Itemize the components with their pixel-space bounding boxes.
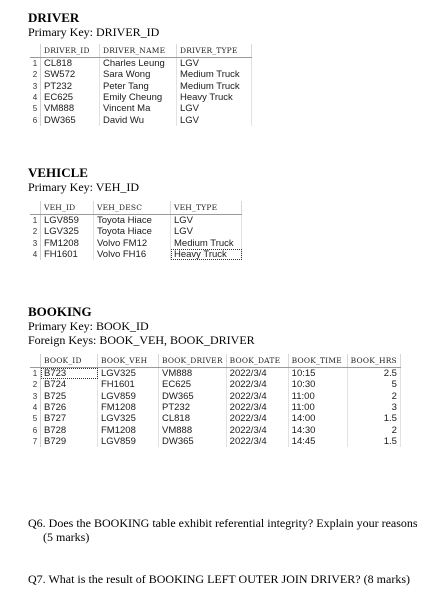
cell-veh-type[interactable]: LGV: [171, 226, 242, 237]
cell-book-date[interactable]: 2022/3/4: [226, 424, 288, 435]
cell-book-date[interactable]: 2022/3/4: [226, 368, 288, 380]
question-7-text: Q7. What is the result of BOOKING LEFT OUTER JOIN DRIVER?: [28, 572, 361, 586]
driver-primary-key: Primary Key: DRIVER_ID: [28, 25, 160, 39]
cell-book-veh[interactable]: LGV325: [98, 368, 159, 380]
table-row[interactable]: [30, 215, 242, 227]
row-number: 1: [30, 368, 41, 380]
row-index-header: [30, 201, 41, 215]
cell-driver-name[interactable]: Emily Cheung: [100, 92, 177, 103]
vehicle-primary-key: Primary Key: VEH_ID: [28, 180, 140, 194]
row-number: 2: [30, 69, 41, 80]
table-row[interactable]: [30, 379, 400, 390]
cell-book-hrs[interactable]: 3: [347, 402, 400, 413]
vehicle-section: [28, 166, 139, 194]
cell-veh-desc[interactable]: Toyota Hiace: [94, 215, 171, 227]
cell-driver-name[interactable]: Charles Leung: [100, 58, 177, 70]
cell-book-hrs[interactable]: 1.5: [347, 413, 400, 424]
column-header[interactable]: BOOK_DATE: [226, 354, 288, 368]
cell-driver-type[interactable]: LGV: [177, 58, 252, 70]
cell-book-driver[interactable]: VM888: [159, 424, 227, 435]
cell-book-veh[interactable]: FH1601: [98, 379, 159, 390]
cell-book-time[interactable]: 11:00: [288, 391, 347, 402]
table-row[interactable]: [30, 69, 252, 80]
cell-book-id[interactable]: B729: [41, 436, 98, 447]
cell-book-veh[interactable]: LGV325: [98, 413, 159, 424]
cell-book-veh[interactable]: FM1208: [98, 402, 159, 413]
booking-section: [28, 305, 255, 347]
row-number: 4: [30, 402, 41, 413]
cell-driver-id[interactable]: PT232: [41, 81, 100, 92]
cell-veh-id[interactable]: FH1601: [41, 249, 94, 260]
cell-book-hrs[interactable]: 5: [347, 379, 400, 390]
question-7: [28, 572, 418, 586]
column-header[interactable]: BOOK_TIME: [288, 354, 347, 368]
row-number: 4: [30, 92, 41, 103]
cell-veh-id[interactable]: LGV325: [41, 226, 94, 237]
row-number: 2: [30, 226, 41, 237]
cell-veh-desc[interactable]: Toyota Hiace: [94, 226, 171, 237]
cell-driver-name[interactable]: Sara Wong: [100, 69, 177, 80]
cell-book-id[interactable]: B727: [41, 413, 98, 424]
column-header[interactable]: VEH_ID: [41, 201, 94, 215]
table-row[interactable]: [30, 58, 252, 70]
row-number: 3: [30, 81, 41, 92]
table-header-row: [30, 201, 242, 215]
cell-book-driver[interactable]: VM888: [159, 368, 227, 380]
cell-driver-id[interactable]: SW572: [41, 69, 100, 80]
cell-book-driver[interactable]: EC625: [159, 379, 227, 390]
row-number: 1: [30, 215, 41, 227]
row-number: 3: [30, 391, 41, 402]
table-row[interactable]: [30, 368, 400, 380]
cell-driver-type[interactable]: Heavy Truck: [177, 92, 252, 103]
cell-driver-type[interactable]: Medium Truck: [177, 69, 252, 80]
column-header[interactable]: DRIVER_ID: [41, 44, 100, 58]
question-6-marks: (5 marks): [43, 530, 90, 544]
cell-book-hrs[interactable]: 2: [347, 391, 400, 402]
cell-driver-id[interactable]: EC625: [41, 92, 100, 103]
cell-veh-type[interactable]: Medium Truck: [171, 238, 242, 249]
cell-driver-name[interactable]: David Wu: [100, 114, 177, 125]
row-number: 5: [30, 103, 41, 114]
table-row[interactable]: [30, 436, 400, 447]
driver-table: [30, 44, 252, 126]
cell-book-driver[interactable]: PT232: [159, 402, 227, 413]
cell-book-id[interactable]: B726: [41, 402, 98, 413]
row-index-header: [30, 44, 41, 58]
row-number: 7: [30, 436, 41, 447]
vehicle-title: VEHICLE: [28, 165, 88, 180]
table-row[interactable]: [30, 226, 242, 237]
row-index-header: [30, 354, 41, 368]
driver-title: DRIVER: [28, 10, 80, 25]
cell-book-date[interactable]: 2022/3/4: [226, 379, 288, 390]
column-header[interactable]: DRIVER_TYPE: [177, 44, 252, 58]
row-number: 4: [30, 249, 41, 260]
cell-veh-desc[interactable]: Volvo FH16: [94, 249, 171, 260]
cell-book-id[interactable]: B725: [41, 391, 98, 402]
cell-driver-name[interactable]: Peter Tang: [100, 81, 177, 92]
cell-book-driver[interactable]: DW365: [159, 391, 227, 402]
question-6: [28, 516, 418, 544]
row-number: 1: [30, 58, 41, 70]
cell-book-time[interactable]: 14:45: [288, 436, 347, 447]
table-row[interactable]: [30, 81, 252, 92]
cell-book-id[interactable]: B723: [41, 368, 98, 380]
table-row[interactable]: [30, 402, 400, 413]
row-number: 3: [30, 238, 41, 249]
table-row[interactable]: [30, 114, 252, 125]
cell-driver-id[interactable]: DW365: [41, 114, 100, 125]
cell-book-date[interactable]: 2022/3/4: [226, 436, 288, 447]
column-header[interactable]: DRIVER_NAME: [100, 44, 177, 58]
table-header-row: [30, 354, 400, 368]
table-row[interactable]: [30, 103, 252, 114]
cell-book-hrs[interactable]: 1.5: [347, 436, 400, 447]
table-row[interactable]: [30, 238, 242, 249]
booking-table: [30, 354, 401, 447]
cell-veh-id[interactable]: FM1208: [41, 238, 94, 249]
cell-veh-type[interactable]: LGV: [171, 215, 242, 227]
cell-book-date[interactable]: 2022/3/4: [226, 391, 288, 402]
table-row[interactable]: [30, 249, 242, 260]
cell-book-driver[interactable]: DW365: [159, 436, 227, 447]
cell-driver-id[interactable]: CL818: [41, 58, 100, 70]
cell-book-time[interactable]: 10:15: [288, 368, 347, 380]
column-header[interactable]: VEH_DESC: [94, 201, 171, 215]
column-header[interactable]: BOOK_ID: [41, 354, 98, 368]
cell-book-hrs[interactable]: 2: [347, 424, 400, 435]
cell-book-veh[interactable]: LGV859: [98, 436, 159, 447]
column-header[interactable]: BOOK_HRS: [347, 354, 400, 368]
cell-book-veh[interactable]: LGV859: [98, 391, 159, 402]
row-number: 5: [30, 413, 41, 424]
question-6-text: Q6. Does the BOOKING table exhibit referential integrity? Explain your reasons: [28, 516, 418, 530]
booking-foreign-keys: Foreign Keys: BOOK_VEH, BOOK_DRIVER: [28, 333, 255, 347]
row-number: 2: [30, 379, 41, 390]
driver-section: [28, 11, 159, 39]
cell-driver-id[interactable]: VM888: [41, 103, 100, 114]
cell-book-time[interactable]: 11:00: [288, 402, 347, 413]
cell-veh-desc[interactable]: Volvo FM12: [94, 238, 171, 249]
table-row[interactable]: [30, 92, 252, 103]
cell-book-hrs[interactable]: 2.5: [347, 368, 400, 380]
cell-book-date[interactable]: 2022/3/4: [226, 413, 288, 424]
booking-title: BOOKING: [28, 304, 92, 319]
cell-driver-type[interactable]: Medium Truck: [177, 81, 252, 92]
row-number: 6: [30, 424, 41, 435]
cell-book-id[interactable]: B724: [41, 379, 98, 390]
cell-book-id[interactable]: B728: [41, 424, 98, 435]
column-header[interactable]: BOOK_VEH: [98, 354, 159, 368]
table-row[interactable]: [30, 391, 400, 402]
table-row[interactable]: [30, 424, 400, 435]
cell-veh-type[interactable]: Heavy Truck: [171, 249, 242, 260]
column-header[interactable]: VEH_TYPE: [171, 201, 242, 215]
column-header[interactable]: BOOK_DRIVER: [159, 354, 227, 368]
vehicle-table: [30, 201, 242, 260]
cell-veh-id[interactable]: LGV859: [41, 215, 94, 227]
cell-driver-type[interactable]: LGV: [177, 114, 252, 125]
row-number: 6: [30, 114, 41, 125]
cell-book-driver[interactable]: CL818: [159, 413, 227, 424]
cell-book-veh[interactable]: FM1208: [98, 424, 159, 435]
question-7-marks: (8 marks): [363, 572, 410, 586]
table-row[interactable]: [30, 413, 400, 424]
cell-book-date[interactable]: 2022/3/4: [226, 402, 288, 413]
cell-book-time[interactable]: 10:30: [288, 379, 347, 390]
cell-book-time[interactable]: 14:00: [288, 413, 347, 424]
cell-driver-name[interactable]: Vincent Ma: [100, 103, 177, 114]
booking-primary-key: Primary Key: BOOK_ID: [28, 319, 149, 333]
cell-driver-type[interactable]: LGV: [177, 103, 252, 114]
table-header-row: [30, 44, 252, 58]
cell-book-time[interactable]: 14:30: [288, 424, 347, 435]
